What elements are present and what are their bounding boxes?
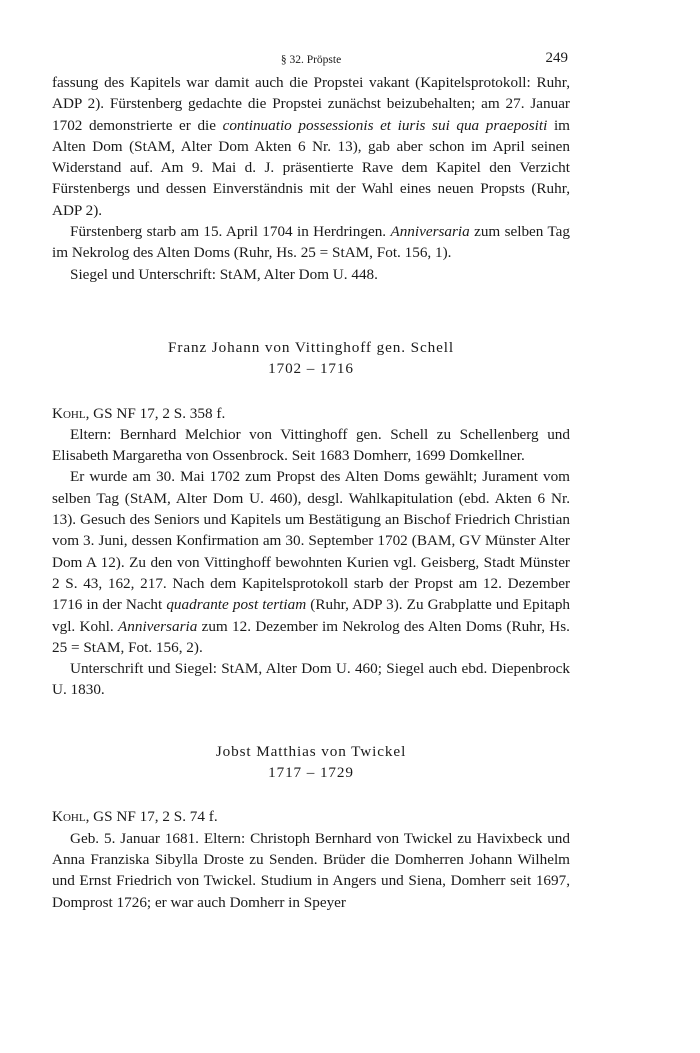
text-line: im Alten Dom (StAM, Alter Dom Akten 6 Nr. 13), gab aber schon im April seinen Widerstand auf. Am 9. Mai d. J. präsentierte Rave dem Kapitel den Verzicht Fürstenbergs und dessen Einverständnis mit der Wahl eines neuen Propsts (Ruhr, ADP 2). — [52, 116, 570, 219]
text-run: zum 12. Dezember im Nekrolog des Alten Doms (Ruhr, Hs. 25 = StAM, Fot. 156, 2). — [52, 617, 570, 656]
book-page — [52, 48, 570, 913]
text-run: Fürstenberg starb am 15. April 1704 in Herdringen. — [70, 223, 391, 241]
reference-line — [52, 403, 570, 424]
page-number: 249 — [545, 50, 568, 66]
text-run: , GS NF 17, 2 S. 74 f. — [85, 808, 218, 826]
paragraph: Siegel und Unterschrift: StAM, Alter Dom U. 448. — [70, 265, 378, 283]
author-smallcaps: Kohl — [52, 404, 86, 422]
text-run: , GS NF 17, 2 S. 358 f. — [85, 404, 226, 422]
author-smallcaps: Kohl — [52, 808, 86, 826]
latin-quote: praepositi — [485, 116, 548, 134]
latin-quote: quadrante post tertiam — [166, 596, 307, 614]
entry-heading-name: Jobst Matthias von Twickel — [215, 742, 407, 760]
paragraph: Eltern: Bernhard Melchior von Vittinghoff gen. Schell zu Schellenberg und Elisabeth Margaretha von Ossenbrock. Seit 1683 Domherr, 1699 Domkellner. — [52, 425, 570, 465]
text-run: zum selben Tag im Nekrolog des Alten Doms (Ruhr, Hs. 25 = StAM, Fot. 156, 1). — [52, 223, 570, 262]
running-head — [52, 48, 570, 72]
italic-term: Anniversaria — [390, 223, 470, 241]
text-line: Ruhr, ADP 2). Fürstenberg gedachte die Propstei zunächst beizubehalten; — [52, 74, 571, 113]
paragraph: Geb. 5. Januar 1681. Eltern: Christoph Bernhard von Twickel zu Havixbeck und Anna Franziska Sibylla Droste zu Senden. Brüder die Domherren Johann Wilhelm und Ernst Friedrich von Twickel. Studium in Angers und Siena, Domherr seit 1697, Domprost 1726; er war auch Domherr in Speyer — [52, 829, 570, 911]
latin-quote: continuatio possessionis et iuris sui qua — [222, 116, 480, 134]
paragraph — [52, 466, 570, 658]
text-line: am 27. Januar 1702 demonstrierte er die — [52, 95, 570, 134]
text-run: Er wurde am 30. Mai 1702 zum Propst des Alten Doms gewählt; Jurament vom selben Tag (StAM, Alter Dom U. 460), desgl. Wahlkapitulation (ebd. Akten 6 Nr. 13). Gesuch des Seniors und Kapitels um Bestätigung an Bischof Friedrich Christian vom 3. Juni, dessen Konfirmation am 30. September 1702 (BAM, GV Münster Alter Dom A 12). Zu den von Vittinghoff bewohnten Kurien vgl. Geisberg, Stadt Münster 2 S. 43, 162, 217. Nach dem Kapitelsprotokoll starb der Propst am 12. Dezember 1716 in der Nacht — [52, 468, 570, 614]
paragraph — [52, 72, 570, 221]
running-head-title: § 32. Pröpste — [280, 54, 342, 66]
entry-heading-years: 1717 – 1729 — [268, 764, 354, 782]
paragraph — [52, 221, 570, 264]
text-line: fassung des Kapitels war damit auch die Propstei vakant (Kapitelsprotokoll: — [52, 74, 531, 91]
reference-line — [52, 806, 570, 827]
italic-term: Anniversaria — [117, 617, 198, 635]
entry-heading-name: Franz Johann von Vittinghoff gen. Schell — [168, 338, 454, 356]
entry-vittinghoff — [52, 337, 570, 701]
section-continuation — [52, 72, 570, 285]
entry-heading-years: 1702 – 1716 — [268, 360, 354, 378]
entry-twickel — [52, 741, 570, 913]
paragraph: Unterschrift und Siegel: StAM, Alter Dom U. 460; Siegel auch ebd. Diepenbrock U. 1830. — [52, 660, 570, 699]
text-run: (Ruhr, ADP 3). Zu Grabplatte und Epitaph vgl. Kohl. — [52, 596, 571, 635]
